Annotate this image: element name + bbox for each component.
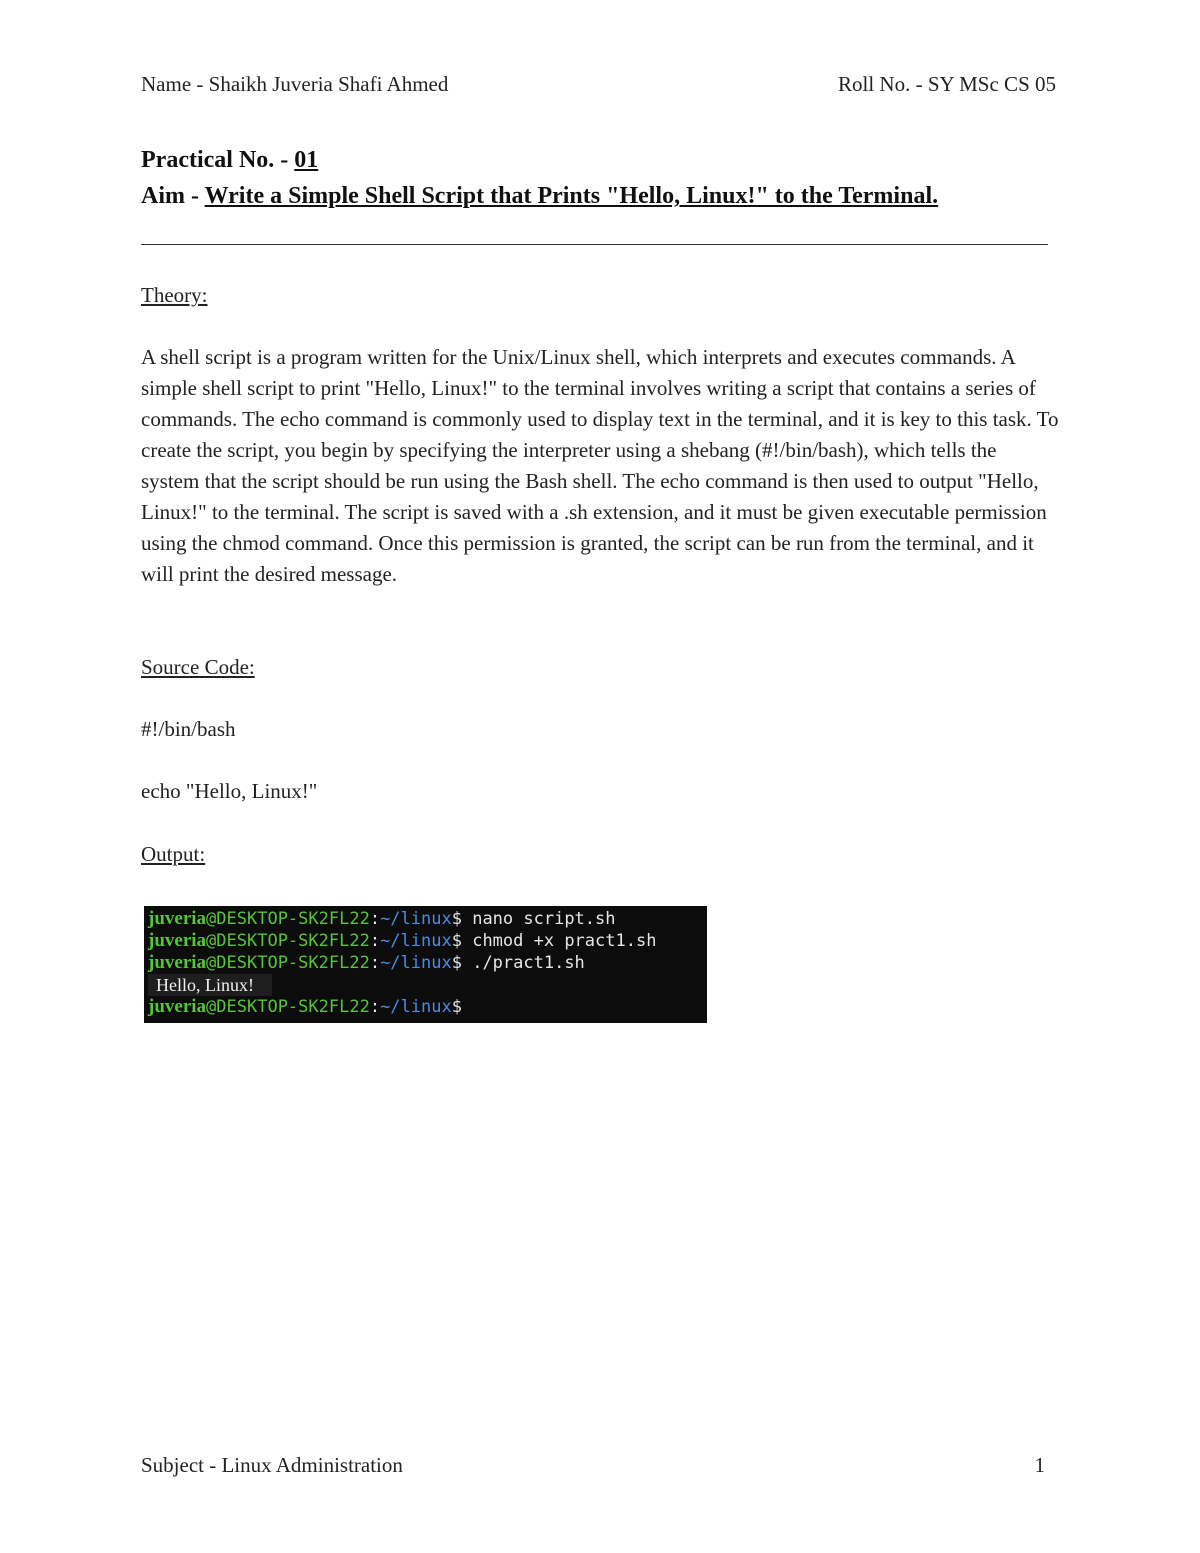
practical-label: Practical No. -: [141, 147, 295, 173]
terminal-prompt: $: [451, 931, 462, 951]
terminal-line-1: [148, 908, 707, 930]
terminal-command: nano script.sh: [461, 909, 616, 929]
practical-number-line: [141, 142, 1061, 178]
terminal-screenshot: [144, 906, 707, 1023]
theory-paragraph: A shell script is a program written for the Unix/Linux shell, which interprets and executes commands. A simple shell script to print "Hello, Linux!" to the terminal involves writing a script that contains a series of commands. The echo command is commonly used to display text in the terminal, and it is key to this task. To create the script, you begin by specifying the interpreter using a shebang (#!/bin/bash), which tells the system that the script should be run using the Bash shell. The echo command is then used to output "Hello, Linux!" to the terminal. The script is saved with a .sh extension, and it must be given executable permission using the chmod command. Once this permission is granted, the script can be run from the terminal, and it will print the desired message.: [141, 345, 1059, 586]
aim-line: [141, 178, 1061, 214]
source-code-heading: Source Code:: [141, 655, 255, 679]
terminal-prompt: $: [451, 953, 462, 973]
page-footer: [141, 1453, 1045, 1478]
terminal-host: @DESKTOP-SK2FL22: [206, 997, 370, 1017]
terminal-colon: :: [369, 909, 381, 929]
theory-heading: Theory:: [141, 283, 208, 307]
terminal-colon: :: [369, 997, 381, 1017]
terminal-user: juveria: [148, 908, 207, 929]
terminal-line-5: [148, 996, 707, 1018]
terminal-user: juveria: [148, 952, 207, 973]
terminal-host: @DESKTOP-SK2FL22: [206, 909, 370, 929]
terminal-program-output: Hello, Linux!: [148, 974, 272, 996]
aim-text: Write a Simple Shell Script that Prints "Hello, Linux!" to the Terminal.: [204, 183, 939, 209]
aim-label: Aim -: [141, 183, 205, 209]
terminal-path: ~/linux: [380, 997, 452, 1017]
terminal-host: @DESKTOP-SK2FL22: [206, 953, 370, 973]
terminal-prompt: $: [451, 997, 462, 1017]
page-header: [141, 72, 1056, 97]
terminal-host: @DESKTOP-SK2FL22: [206, 931, 370, 951]
roll-number: Roll No. - SY MSc CS 05: [837, 72, 1056, 96]
code-line-shebang: #!/bin/bash: [141, 717, 236, 741]
page-number: 1: [1034, 1453, 1045, 1477]
terminal-prompt: $: [451, 909, 462, 929]
terminal-output-line: [148, 974, 707, 996]
terminal-colon: :: [369, 953, 381, 973]
terminal-line-2: [148, 930, 707, 952]
title-block: [141, 142, 1061, 214]
horizontal-divider: [141, 244, 1048, 245]
terminal-path: ~/linux: [380, 931, 452, 951]
practical-number: 01: [294, 147, 319, 173]
terminal-command: chmod +x pract1.sh: [461, 931, 657, 951]
terminal-path: ~/linux: [380, 953, 452, 973]
terminal-line-3: [148, 952, 707, 974]
code-line-echo: echo "Hello, Linux!": [141, 779, 318, 803]
terminal-user: juveria: [148, 930, 207, 951]
terminal-path: ~/linux: [380, 909, 452, 929]
student-name: Name - Shaikh Juveria Shafi Ahmed: [141, 72, 449, 96]
terminal-command: ./pract1.sh: [461, 953, 585, 973]
subject-label: Subject - Linux Administration: [141, 1453, 403, 1477]
terminal-colon: :: [369, 931, 381, 951]
output-heading: Output:: [141, 842, 206, 866]
terminal-user: juveria: [148, 996, 207, 1017]
